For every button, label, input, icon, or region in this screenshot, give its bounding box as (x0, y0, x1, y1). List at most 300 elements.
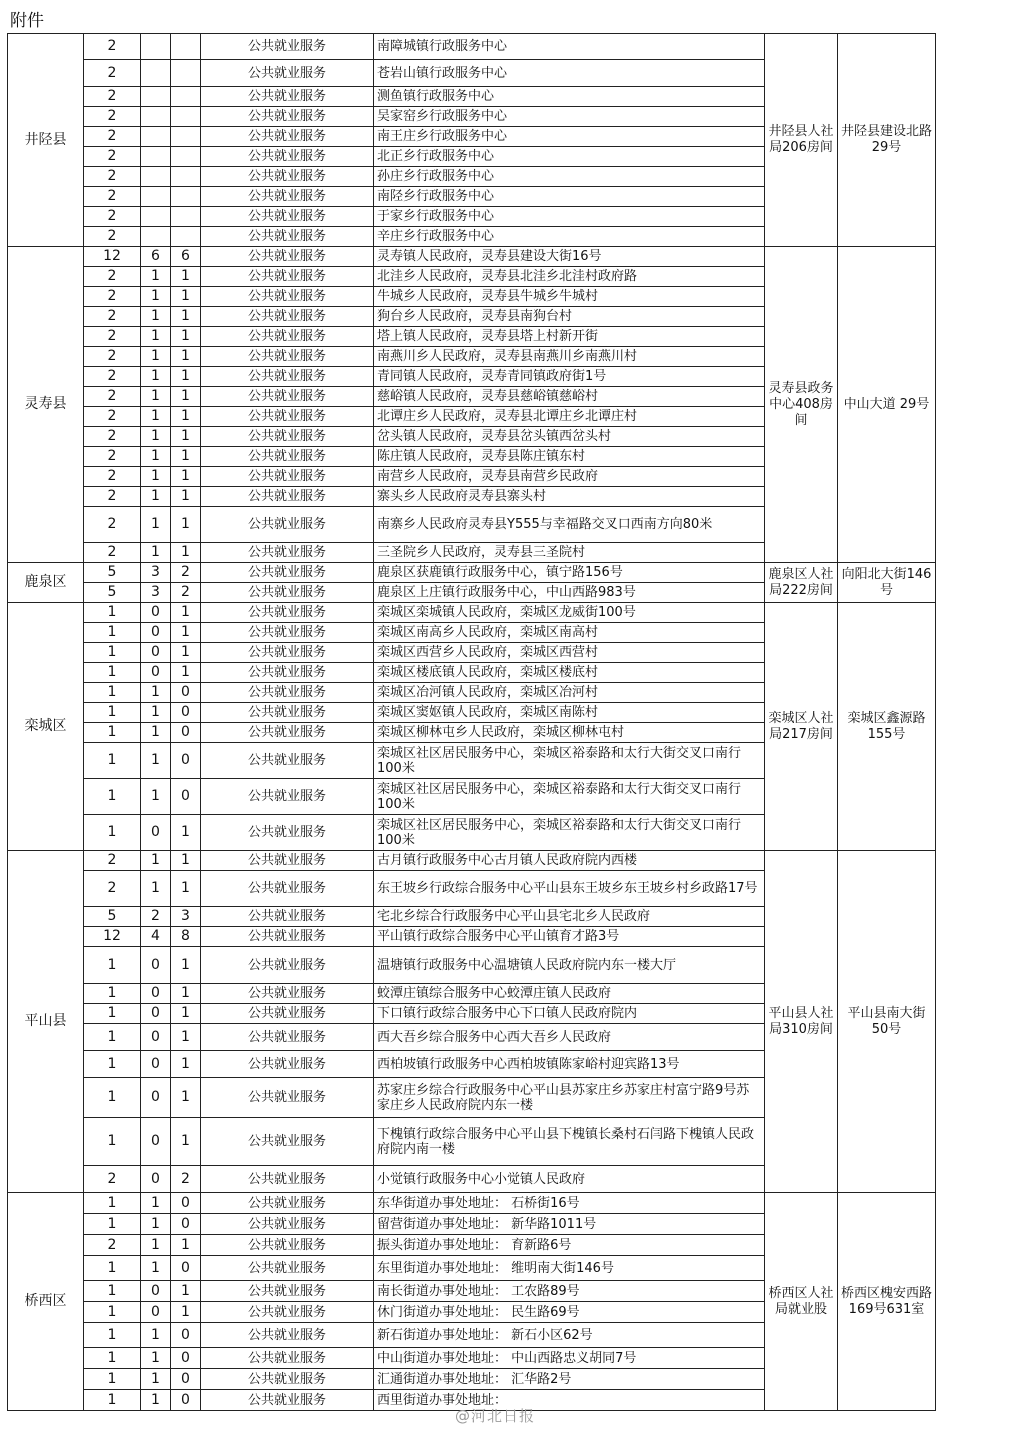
address-cell: 向阳北大街146号 (838, 563, 936, 603)
count-c (171, 87, 201, 107)
count-b: 0 (141, 1166, 171, 1193)
count-c: 1 (171, 871, 201, 907)
service-location: 南燕川乡人民政府，灵寿县南燕川乡南燕川村 (374, 347, 765, 367)
county-cell: 栾城区 (8, 603, 84, 851)
service-location: 辛庄乡行政服务中心 (374, 227, 765, 247)
count-c: 1 (171, 447, 201, 467)
count-b: 0 (141, 663, 171, 683)
count-b (141, 207, 171, 227)
service-location: 南营乡人民政府，灵寿县南营乡民政府 (374, 467, 765, 487)
service-location: 振头街道办事处地址： 育新路6号 (374, 1235, 765, 1256)
service-type: 公共就业服务 (201, 947, 374, 984)
service-type: 公共就业服务 (201, 107, 374, 127)
service-type: 公共就业服务 (201, 1390, 374, 1411)
service-location: 南寨乡人民政府灵寿县Y555与幸福路交叉口西南方向80米 (374, 507, 765, 543)
service-type: 公共就业服务 (201, 127, 374, 147)
count-c: 1 (171, 1051, 201, 1078)
count-b: 1 (141, 447, 171, 467)
service-location: 栾城区柳林屯乡人民政府，栾城区柳林屯村 (374, 723, 765, 743)
service-location: 温塘镇行政服务中心温塘镇人民政府院内东一楼大厅 (374, 947, 765, 984)
count-c: 0 (171, 1348, 201, 1369)
total-count: 2 (84, 467, 141, 487)
count-b: 1 (141, 507, 171, 543)
service-type: 公共就业服务 (201, 1235, 374, 1256)
service-location: 灵寿镇人民政府，灵寿县建设大街16号 (374, 247, 765, 267)
count-c: 1 (171, 663, 201, 683)
count-b: 1 (141, 387, 171, 407)
total-count: 1 (84, 1214, 141, 1235)
service-location: 南陉乡行政服务中心 (374, 187, 765, 207)
count-b: 1 (141, 1369, 171, 1390)
total-count: 1 (84, 1348, 141, 1369)
count-b: 0 (141, 603, 171, 623)
count-c: 1 (171, 1004, 201, 1024)
total-count: 2 (84, 347, 141, 367)
total-count: 1 (84, 643, 141, 663)
service-type: 公共就业服务 (201, 307, 374, 327)
department-cell: 井陉县人社局206房间 (765, 34, 838, 247)
service-type: 公共就业服务 (201, 327, 374, 347)
count-c: 1 (171, 851, 201, 871)
count-b: 1 (141, 1348, 171, 1369)
service-type: 公共就业服务 (201, 723, 374, 743)
count-b: 2 (141, 907, 171, 927)
service-type: 公共就业服务 (201, 347, 374, 367)
service-location: 西里街道办事处地址： (374, 1390, 765, 1411)
count-b: 1 (141, 407, 171, 427)
total-count: 1 (84, 723, 141, 743)
total-count: 1 (84, 1256, 141, 1281)
total-count: 2 (84, 387, 141, 407)
service-location: 北正乡行政服务中心 (374, 147, 765, 167)
count-b (141, 187, 171, 207)
count-b: 3 (141, 563, 171, 583)
service-location: 岔头镇人民政府，灵寿县岔头镇西岔头村 (374, 427, 765, 447)
count-b: 1 (141, 347, 171, 367)
count-c (171, 127, 201, 147)
count-b: 1 (141, 1235, 171, 1256)
department-cell: 桥西区人社局就业股 (765, 1193, 838, 1411)
table-body (8, 34, 936, 1411)
count-b: 1 (141, 871, 171, 907)
count-b: 1 (141, 307, 171, 327)
service-location: 吴家窑乡行政服务中心 (374, 107, 765, 127)
total-count: 1 (84, 1024, 141, 1051)
service-location: 中山街道办事处地址： 中山西路忠义胡同7号 (374, 1348, 765, 1369)
service-type: 公共就业服务 (201, 703, 374, 723)
count-b: 0 (141, 623, 171, 643)
total-count: 2 (84, 367, 141, 387)
service-location: 栾城区楼底镇人民政府，栾城区楼底村 (374, 663, 765, 683)
service-type: 公共就业服务 (201, 663, 374, 683)
total-count: 5 (84, 583, 141, 603)
count-c: 1 (171, 623, 201, 643)
total-count: 2 (84, 147, 141, 167)
count-b: 1 (141, 367, 171, 387)
service-type: 公共就业服务 (201, 851, 374, 871)
count-b (141, 60, 171, 87)
total-count: 2 (84, 267, 141, 287)
count-b: 0 (141, 1281, 171, 1302)
count-c: 1 (171, 815, 201, 851)
service-location: 汇通街道办事处地址： 汇华路2号 (374, 1369, 765, 1390)
service-type: 公共就业服务 (201, 1302, 374, 1323)
service-location: 栾城区冶河镇人民政府，栾城区冶河村 (374, 683, 765, 703)
total-count: 2 (84, 507, 141, 543)
service-location: 东王坡乡行政综合服务中心平山县东王坡乡东王坡乡村乡政路17号 (374, 871, 765, 907)
count-b (141, 87, 171, 107)
total-count: 1 (84, 815, 141, 851)
total-count: 1 (84, 1078, 141, 1118)
count-b (141, 34, 171, 60)
service-location: 西柏坡镇行政服务中心西柏坡镇陈家峪村迎宾路13号 (374, 1051, 765, 1078)
service-type: 公共就业服务 (201, 407, 374, 427)
total-count: 1 (84, 779, 141, 815)
count-b: 1 (141, 1256, 171, 1281)
count-c: 1 (171, 287, 201, 307)
department-cell: 平山县人社局310房间 (765, 851, 838, 1193)
count-b: 0 (141, 1024, 171, 1051)
count-c: 2 (171, 563, 201, 583)
county-cell: 井陉县 (8, 34, 84, 247)
total-count: 2 (84, 307, 141, 327)
service-type: 公共就业服务 (201, 1166, 374, 1193)
service-type: 公共就业服务 (201, 1348, 374, 1369)
count-c: 1 (171, 407, 201, 427)
total-count: 2 (84, 227, 141, 247)
total-count: 1 (84, 1302, 141, 1323)
service-type: 公共就业服务 (201, 1004, 374, 1024)
county-cell: 鹿泉区 (8, 563, 84, 603)
service-type: 公共就业服务 (201, 367, 374, 387)
count-c: 1 (171, 1078, 201, 1118)
service-type: 公共就业服务 (201, 683, 374, 703)
watermark: @河北日报 (455, 1407, 536, 1425)
total-count: 2 (84, 327, 141, 347)
table-row (8, 1193, 936, 1214)
count-c: 1 (171, 1118, 201, 1166)
service-points-table (7, 33, 936, 1411)
count-b: 0 (141, 815, 171, 851)
service-location: 栾城区社区居民服务中心，栾城区裕泰路和太行大街交叉口南行100米 (374, 815, 765, 851)
total-count: 2 (84, 487, 141, 507)
total-count: 1 (84, 683, 141, 703)
service-location: 牛城乡人民政府，灵寿县牛城乡牛城村 (374, 287, 765, 307)
service-type: 公共就业服务 (201, 447, 374, 467)
count-b: 1 (141, 1214, 171, 1235)
service-type: 公共就业服务 (201, 743, 374, 779)
total-count: 5 (84, 907, 141, 927)
count-c: 1 (171, 1024, 201, 1051)
total-count: 1 (84, 1193, 141, 1214)
count-c: 2 (171, 1166, 201, 1193)
count-b: 0 (141, 1118, 171, 1166)
department-cell: 鹿泉区人社局222房间 (765, 563, 838, 603)
total-count: 1 (84, 984, 141, 1004)
count-c: 1 (171, 543, 201, 563)
total-count: 2 (84, 287, 141, 307)
service-location: 宅北乡综合行政服务中心平山县宅北乡人民政府 (374, 907, 765, 927)
count-b: 1 (141, 427, 171, 447)
service-type: 公共就业服务 (201, 87, 374, 107)
total-count: 12 (84, 247, 141, 267)
count-c: 0 (171, 743, 201, 779)
department-cell: 栾城区人社局217房间 (765, 603, 838, 851)
service-type: 公共就业服务 (201, 907, 374, 927)
address-cell: 栾城区鑫源路155号 (838, 603, 936, 851)
service-type: 公共就业服务 (201, 1281, 374, 1302)
count-b: 4 (141, 927, 171, 947)
service-location: 于家乡行政服务中心 (374, 207, 765, 227)
count-b: 1 (141, 743, 171, 779)
total-count: 1 (84, 1281, 141, 1302)
count-b: 1 (141, 851, 171, 871)
department-cell: 灵寿县政务中心408房间 (765, 247, 838, 563)
count-c: 1 (171, 367, 201, 387)
service-type: 公共就业服务 (201, 507, 374, 543)
service-type: 公共就业服务 (201, 187, 374, 207)
count-b: 1 (141, 267, 171, 287)
service-type: 公共就业服务 (201, 1051, 374, 1078)
service-type: 公共就业服务 (201, 779, 374, 815)
count-b: 1 (141, 1390, 171, 1411)
service-type: 公共就业服务 (201, 815, 374, 851)
service-type: 公共就业服务 (201, 1193, 374, 1214)
count-c: 0 (171, 1256, 201, 1281)
service-location: 栾城区栾城镇人民政府，栾城区龙威街100号 (374, 603, 765, 623)
total-count: 2 (84, 127, 141, 147)
county-cell: 灵寿县 (8, 247, 84, 563)
table-row (8, 851, 936, 871)
count-c: 1 (171, 643, 201, 663)
service-type: 公共就业服务 (201, 583, 374, 603)
total-count: 2 (84, 34, 141, 60)
service-type: 公共就业服务 (201, 1256, 374, 1281)
total-count: 2 (84, 207, 141, 227)
total-count: 1 (84, 703, 141, 723)
service-location: 古月镇行政服务中心古月镇人民政府院内西楼 (374, 851, 765, 871)
total-count: 1 (84, 603, 141, 623)
service-location: 新石街道办事处地址： 新石小区62号 (374, 1323, 765, 1348)
service-type: 公共就业服务 (201, 984, 374, 1004)
service-location: 南障城镇行政服务中心 (374, 34, 765, 60)
county-cell: 平山县 (8, 851, 84, 1193)
service-location: 留营街道办事处地址： 新华路1011号 (374, 1214, 765, 1235)
total-count: 2 (84, 543, 141, 563)
page-caption: 附件 (10, 11, 44, 31)
total-count: 2 (84, 87, 141, 107)
count-b (141, 227, 171, 247)
count-c: 0 (171, 1323, 201, 1348)
count-b: 1 (141, 1193, 171, 1214)
count-b: 0 (141, 1078, 171, 1118)
count-c (171, 227, 201, 247)
service-location: 陈庄镇人民政府，灵寿县陈庄镇东村 (374, 447, 765, 467)
service-location: 塔上镇人民政府，灵寿县塔上村新开街 (374, 327, 765, 347)
total-count: 2 (84, 167, 141, 187)
service-location: 北洼乡人民政府，灵寿县北洼乡北洼村政府路 (374, 267, 765, 287)
total-count: 1 (84, 1051, 141, 1078)
address-cell: 中山大道 29号 (838, 247, 936, 563)
count-c (171, 167, 201, 187)
count-c: 0 (171, 723, 201, 743)
service-location: 栾城区社区居民服务中心，栾城区裕泰路和太行大街交叉口南行100米 (374, 779, 765, 815)
count-c (171, 187, 201, 207)
count-c: 1 (171, 347, 201, 367)
count-c: 1 (171, 507, 201, 543)
service-type: 公共就业服务 (201, 267, 374, 287)
service-type: 公共就业服务 (201, 623, 374, 643)
count-b: 1 (141, 683, 171, 703)
total-count: 5 (84, 563, 141, 583)
table-row (8, 563, 936, 583)
service-location: 孙庄乡行政服务中心 (374, 167, 765, 187)
service-type: 公共就业服务 (201, 60, 374, 87)
count-b: 1 (141, 723, 171, 743)
count-c: 0 (171, 1390, 201, 1411)
service-location: 苏家庄乡综合行政服务中心平山县苏家庄乡苏家庄村富宁路9号苏家庄乡人民政府院内东一楼 (374, 1078, 765, 1118)
service-location: 栾城区西营乡人民政府，栾城区西营村 (374, 643, 765, 663)
count-b: 1 (141, 703, 171, 723)
service-type: 公共就业服务 (201, 167, 374, 187)
count-c: 0 (171, 683, 201, 703)
service-type: 公共就业服务 (201, 563, 374, 583)
count-b: 0 (141, 1302, 171, 1323)
total-count: 1 (84, 663, 141, 683)
service-type: 公共就业服务 (201, 871, 374, 907)
service-type: 公共就业服务 (201, 287, 374, 307)
count-b (141, 147, 171, 167)
service-location: 西大吾乡综合服务中心西大吾乡人民政府 (374, 1024, 765, 1051)
table-row (8, 247, 936, 267)
count-b: 1 (141, 467, 171, 487)
service-location: 青同镇人民政府，灵寿青同镇政府街1号 (374, 367, 765, 387)
service-type: 公共就业服务 (201, 147, 374, 167)
total-count: 2 (84, 1166, 141, 1193)
service-type: 公共就业服务 (201, 643, 374, 663)
service-type: 公共就业服务 (201, 34, 374, 60)
service-location: 南王庄乡行政服务中心 (374, 127, 765, 147)
count-c (171, 107, 201, 127)
count-c (171, 60, 201, 87)
count-c: 8 (171, 927, 201, 947)
service-type: 公共就业服务 (201, 1078, 374, 1118)
table-row (8, 34, 936, 60)
total-count: 2 (84, 851, 141, 871)
service-type: 公共就业服务 (201, 1369, 374, 1390)
count-b: 0 (141, 1004, 171, 1024)
count-c: 0 (171, 1193, 201, 1214)
total-count: 1 (84, 743, 141, 779)
count-c (171, 34, 201, 60)
total-count: 2 (84, 107, 141, 127)
count-c: 1 (171, 467, 201, 487)
address-cell: 桥西区槐安西路169号631室 (838, 1193, 936, 1411)
total-count: 1 (84, 947, 141, 984)
service-location: 测鱼镇行政服务中心 (374, 87, 765, 107)
count-c: 1 (171, 603, 201, 623)
count-c: 0 (171, 1214, 201, 1235)
service-location: 东华街道办事处地址： 石桥街16号 (374, 1193, 765, 1214)
service-type: 公共就业服务 (201, 1323, 374, 1348)
count-b: 0 (141, 643, 171, 663)
service-location: 下槐镇行政综合服务中心平山县下槐镇长桑村石闫路下槐镇人民政府院内南一楼 (374, 1118, 765, 1166)
service-location: 下口镇行政综合服务中心下口镇人民政府院内 (374, 1004, 765, 1024)
count-b: 3 (141, 583, 171, 603)
service-location: 苍岩山镇行政服务中心 (374, 60, 765, 87)
count-b (141, 127, 171, 147)
total-count: 2 (84, 1235, 141, 1256)
service-location: 平山镇行政综合服务中心平山镇育才路3号 (374, 927, 765, 947)
service-location: 东里街道办事处地址： 维明南大街146号 (374, 1256, 765, 1281)
count-c (171, 207, 201, 227)
count-b: 1 (141, 487, 171, 507)
count-c: 1 (171, 267, 201, 287)
total-count: 2 (84, 407, 141, 427)
service-location: 三圣院乡人民政府，灵寿县三圣院村 (374, 543, 765, 563)
total-count: 2 (84, 871, 141, 907)
service-location: 蛟潭庄镇综合服务中心蛟潭庄镇人民政府 (374, 984, 765, 1004)
service-type: 公共就业服务 (201, 467, 374, 487)
service-type: 公共就业服务 (201, 603, 374, 623)
count-c: 2 (171, 583, 201, 603)
count-c: 1 (171, 327, 201, 347)
count-b: 0 (141, 1051, 171, 1078)
count-c: 0 (171, 779, 201, 815)
total-count: 1 (84, 1323, 141, 1348)
service-location: 栾城区南高乡人民政府，栾城区南高村 (374, 623, 765, 643)
service-type: 公共就业服务 (201, 1024, 374, 1051)
address-cell: 井陉县建设北路29号 (838, 34, 936, 247)
service-location: 北谭庄乡人民政府，灵寿县北谭庄乡北谭庄村 (374, 407, 765, 427)
count-c: 1 (171, 307, 201, 327)
count-b (141, 107, 171, 127)
count-b (141, 167, 171, 187)
count-c: 1 (171, 387, 201, 407)
count-c: 1 (171, 487, 201, 507)
total-count: 1 (84, 1390, 141, 1411)
count-c: 0 (171, 703, 201, 723)
service-location: 鹿泉区获鹿镇行政服务中心，镇宁路156号 (374, 563, 765, 583)
total-count: 2 (84, 447, 141, 467)
count-c: 3 (171, 907, 201, 927)
service-type: 公共就业服务 (201, 427, 374, 447)
count-c: 6 (171, 247, 201, 267)
count-c: 0 (171, 1369, 201, 1390)
total-count: 1 (84, 1118, 141, 1166)
service-location: 栾城区窦妪镇人民政府，栾城区南陈村 (374, 703, 765, 723)
county-cell: 桥西区 (8, 1193, 84, 1411)
service-location: 南长街道办事处地址： 工农路89号 (374, 1281, 765, 1302)
service-location: 狗台乡人民政府，灵寿县南狗台村 (374, 307, 765, 327)
count-b: 1 (141, 327, 171, 347)
total-count: 12 (84, 927, 141, 947)
count-b: 1 (141, 287, 171, 307)
count-c (171, 147, 201, 167)
count-b: 1 (141, 543, 171, 563)
count-c: 1 (171, 1302, 201, 1323)
total-count: 1 (84, 1369, 141, 1390)
service-type: 公共就业服务 (201, 387, 374, 407)
service-location: 寨头乡人民政府灵寿县寨头村 (374, 487, 765, 507)
table-row (8, 603, 936, 623)
count-b: 1 (141, 1323, 171, 1348)
count-b: 0 (141, 947, 171, 984)
total-count: 1 (84, 623, 141, 643)
service-type: 公共就业服务 (201, 487, 374, 507)
count-b: 0 (141, 984, 171, 1004)
service-type: 公共就业服务 (201, 227, 374, 247)
